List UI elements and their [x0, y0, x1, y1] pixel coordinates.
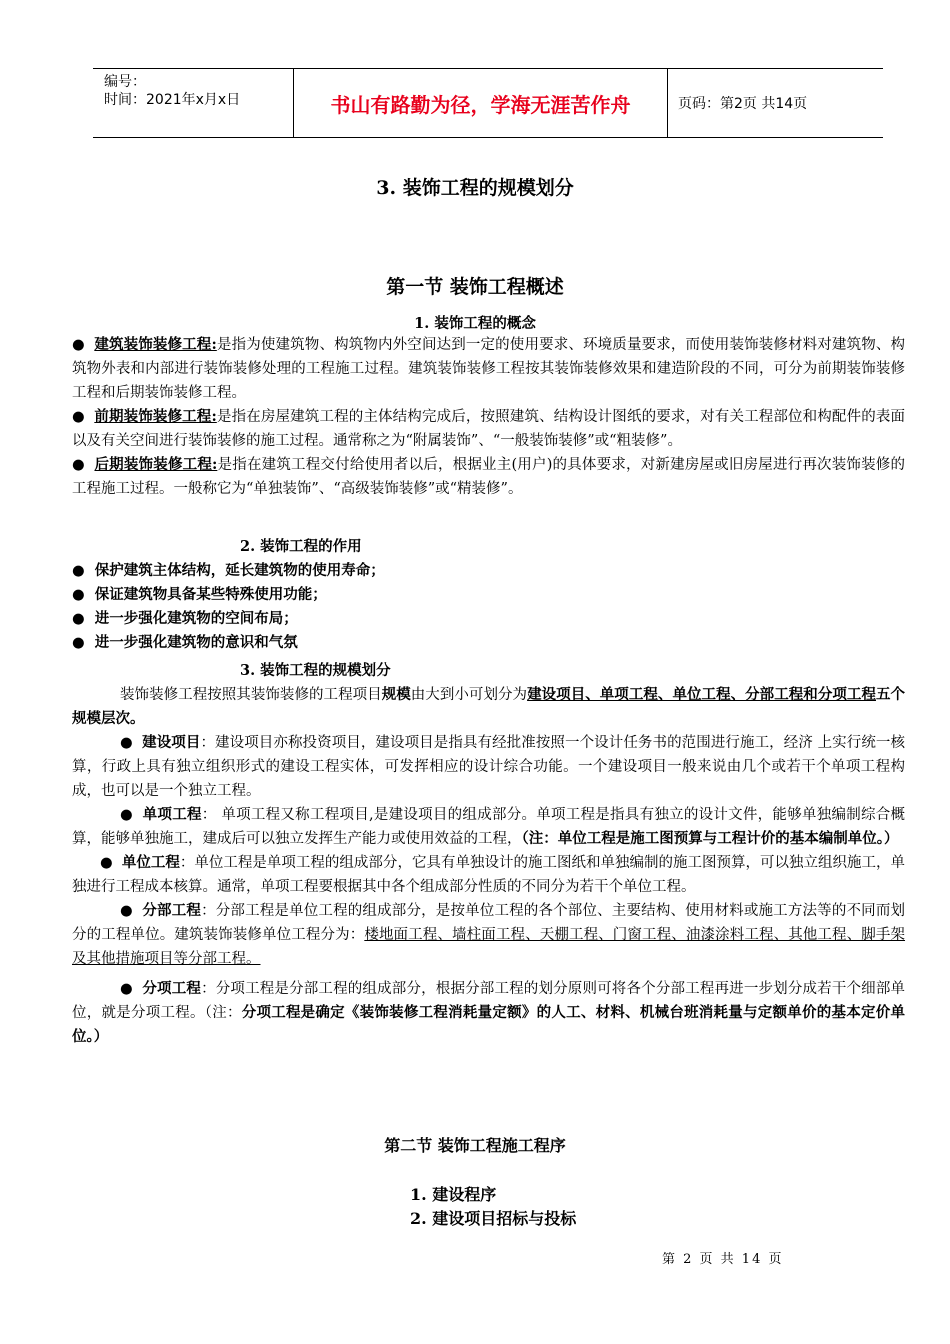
time-label: 时间：2021年x月x日: [104, 92, 241, 108]
role-item: [72, 583, 905, 607]
role-item: [72, 607, 905, 631]
bullet: ●: [72, 562, 85, 579]
item-term: 单位工程: [121, 854, 180, 871]
item-text: ： 单项工程又称工程项目,是建设项目的组成部分。单项工程是指具有独立的设计文件，能够单独编制综合概算，能够单独施工，建成后可以独立发挥生产能力或使用效益的工程，: [72, 807, 906, 847]
item-note: 分项工程是确定《装饰装修工程消耗量定额》的人工、材料、机械台班消耗量与定额单价的基本定价单位。）: [72, 1004, 906, 1045]
section2-sub1: 1. 建设程序: [410, 1185, 497, 1204]
scale-intro-b: 规模: [381, 686, 411, 703]
item-list: 楼地面工程、墙柱面工程、天棚工程、门窗工程、油漆涂料工程、其他工程、脚手架及其他措施项目等分部工程。: [72, 927, 906, 967]
roles-list: [72, 559, 905, 655]
scale-intro-c: 由大到小可划分为: [410, 687, 528, 703]
bullet: ●: [72, 610, 85, 627]
role-text: 进一步强化建筑物的意识和气氛: [94, 634, 298, 651]
bullet: ●: [72, 586, 85, 603]
scale-intro-a: 装饰装修工程按照其装饰装修的工程项目: [120, 687, 382, 703]
scale-paragraphs: [72, 683, 905, 1049]
role-text: 保护建筑主体结构，延长建筑物的使用寿命；: [94, 562, 385, 579]
motto: 书山有路勤为径，学海无涯苦作舟: [294, 69, 668, 137]
section1-sub3: 3. 装饰工程的规模划分: [240, 662, 391, 679]
term-late-decoration: 后期装饰装修工程:: [94, 456, 218, 473]
role-text: 进一步强化建筑物的空间布局；: [94, 610, 298, 627]
bullet: ●: [120, 734, 133, 751]
page-code: 页码：第2页 共14页: [678, 96, 808, 112]
item-text: ：分部工程是单位工程的组成部分，是按单位工程的各个部位、主要结构、使用材料或施工方法等的不同而划分的工程单位。建筑装饰装修单位工程分为：: [72, 903, 906, 943]
page-footer: 第 2 页 共 14 页: [662, 1252, 784, 1267]
header-left-cell: [93, 69, 294, 137]
concept-paragraphs: [72, 333, 905, 501]
item-subitem-project: [72, 977, 905, 1049]
item-text: ：分项工程是分部工程的组成部分，根据分部工程的划分原则可将各个分部工程再进一步划分成若干个细部单位，就是分项工程。（注：: [72, 981, 906, 1021]
main-title: 3. 装饰工程的规模划分: [376, 177, 574, 199]
scale-intro-e: 五个规模层次。: [72, 686, 906, 727]
item-unit-project: [72, 851, 905, 899]
item-term: 单项工程: [142, 806, 202, 823]
role-item: [72, 631, 905, 655]
concept-text-1: 是指为使建筑物、构筑物内外空间达到一定的使用要求、环境质量要求，而使用装饰装修材料对建筑物、构筑物外表和内部进行装饰装修处理的工程施工过程。建筑装饰装修工程按其装饰装修效果和建造阶段的不同，可分为前期装饰装修工程和后期装饰装修工程。: [72, 337, 906, 401]
bullet: ●: [72, 456, 85, 473]
bullet: ●: [72, 336, 85, 353]
item-term: 分部工程: [142, 902, 202, 919]
bullet: ●: [72, 408, 85, 425]
item-term: 分项工程: [142, 980, 202, 997]
role-item: [72, 559, 905, 583]
scale-intro-d: 建设项目、单项工程、单位工程、分部工程和分项工程: [527, 686, 876, 703]
header-table: [93, 68, 883, 138]
bullet: ●: [100, 854, 113, 871]
role-text: 保证建筑物具备某些特殊使用功能；: [94, 586, 327, 603]
bullet: ●: [72, 634, 85, 651]
bullet: ●: [120, 806, 133, 823]
item-text: ：建设项目亦称投资项目，建设项目是指具有经批准按照一个设计任务书的范围进行施工，经济 上实行统一核算，行政上具有独立组织形式的建设工程实体，可发挥相应的设计综合功能。一个建设项目一般来说由几个或若干个单项工程构成，也可以是一个独立工程。: [72, 735, 905, 799]
item-single-project: [72, 803, 905, 851]
section2-sub2: 2. 建设项目招标与投标: [410, 1209, 577, 1228]
item-term: 建设项目: [142, 734, 201, 751]
term-early-decoration: 前期装饰装修工程:: [94, 408, 217, 425]
section1-sub1: 1. 装饰工程的概念: [414, 315, 536, 332]
concept-paragraph-3: [72, 453, 905, 501]
concept-text-2: 是指在房屋建筑工程的主体结构完成后，按照建筑、结构设计图纸的要求，对有关工程部位和构配件的表面以及有关空间进行装饰装修的施工过程。通常称之为“附属装饰”、“一般装饰装修”或“粗装修”。: [72, 409, 906, 449]
concept-text-3: 是指在建筑工程交付给使用者以后，根据业主(用户)的具体要求，对新建房屋或旧房屋进行再次装饰装修的工程施工过程。一般称它为“单独装饰”、“高级装饰装修”或“精装修”。: [72, 457, 906, 497]
number-label: 编号：: [104, 74, 146, 90]
term-building-decoration: 建筑装饰装修工程:: [94, 336, 217, 353]
section1-title: 第一节 装饰工程概述: [386, 276, 564, 298]
concept-paragraph-1: [72, 333, 905, 405]
bullet: ●: [120, 980, 133, 997]
section1-sub2: 2. 装饰工程的作用: [240, 538, 362, 555]
scale-intro: [72, 683, 905, 731]
item-division-project: [72, 899, 905, 971]
item-note: （注：单位工程是施工图预算与工程计价的基本编制单位。）: [521, 830, 899, 847]
item-construction-project: [72, 731, 905, 803]
section2-title: 第二节 装饰工程施工程序: [384, 1136, 566, 1155]
bullet: ●: [120, 902, 133, 919]
concept-paragraph-2: [72, 405, 905, 453]
item-text: ：单位工程是单项工程的组成部分，它具有单独设计的施工图纸和单独编制的施工图预算，可以独立组织施工，单独进行工程成本核算。通常，单项工程要根据其中各个组成部分性质的不同分为若干个单位工程。: [72, 855, 906, 895]
